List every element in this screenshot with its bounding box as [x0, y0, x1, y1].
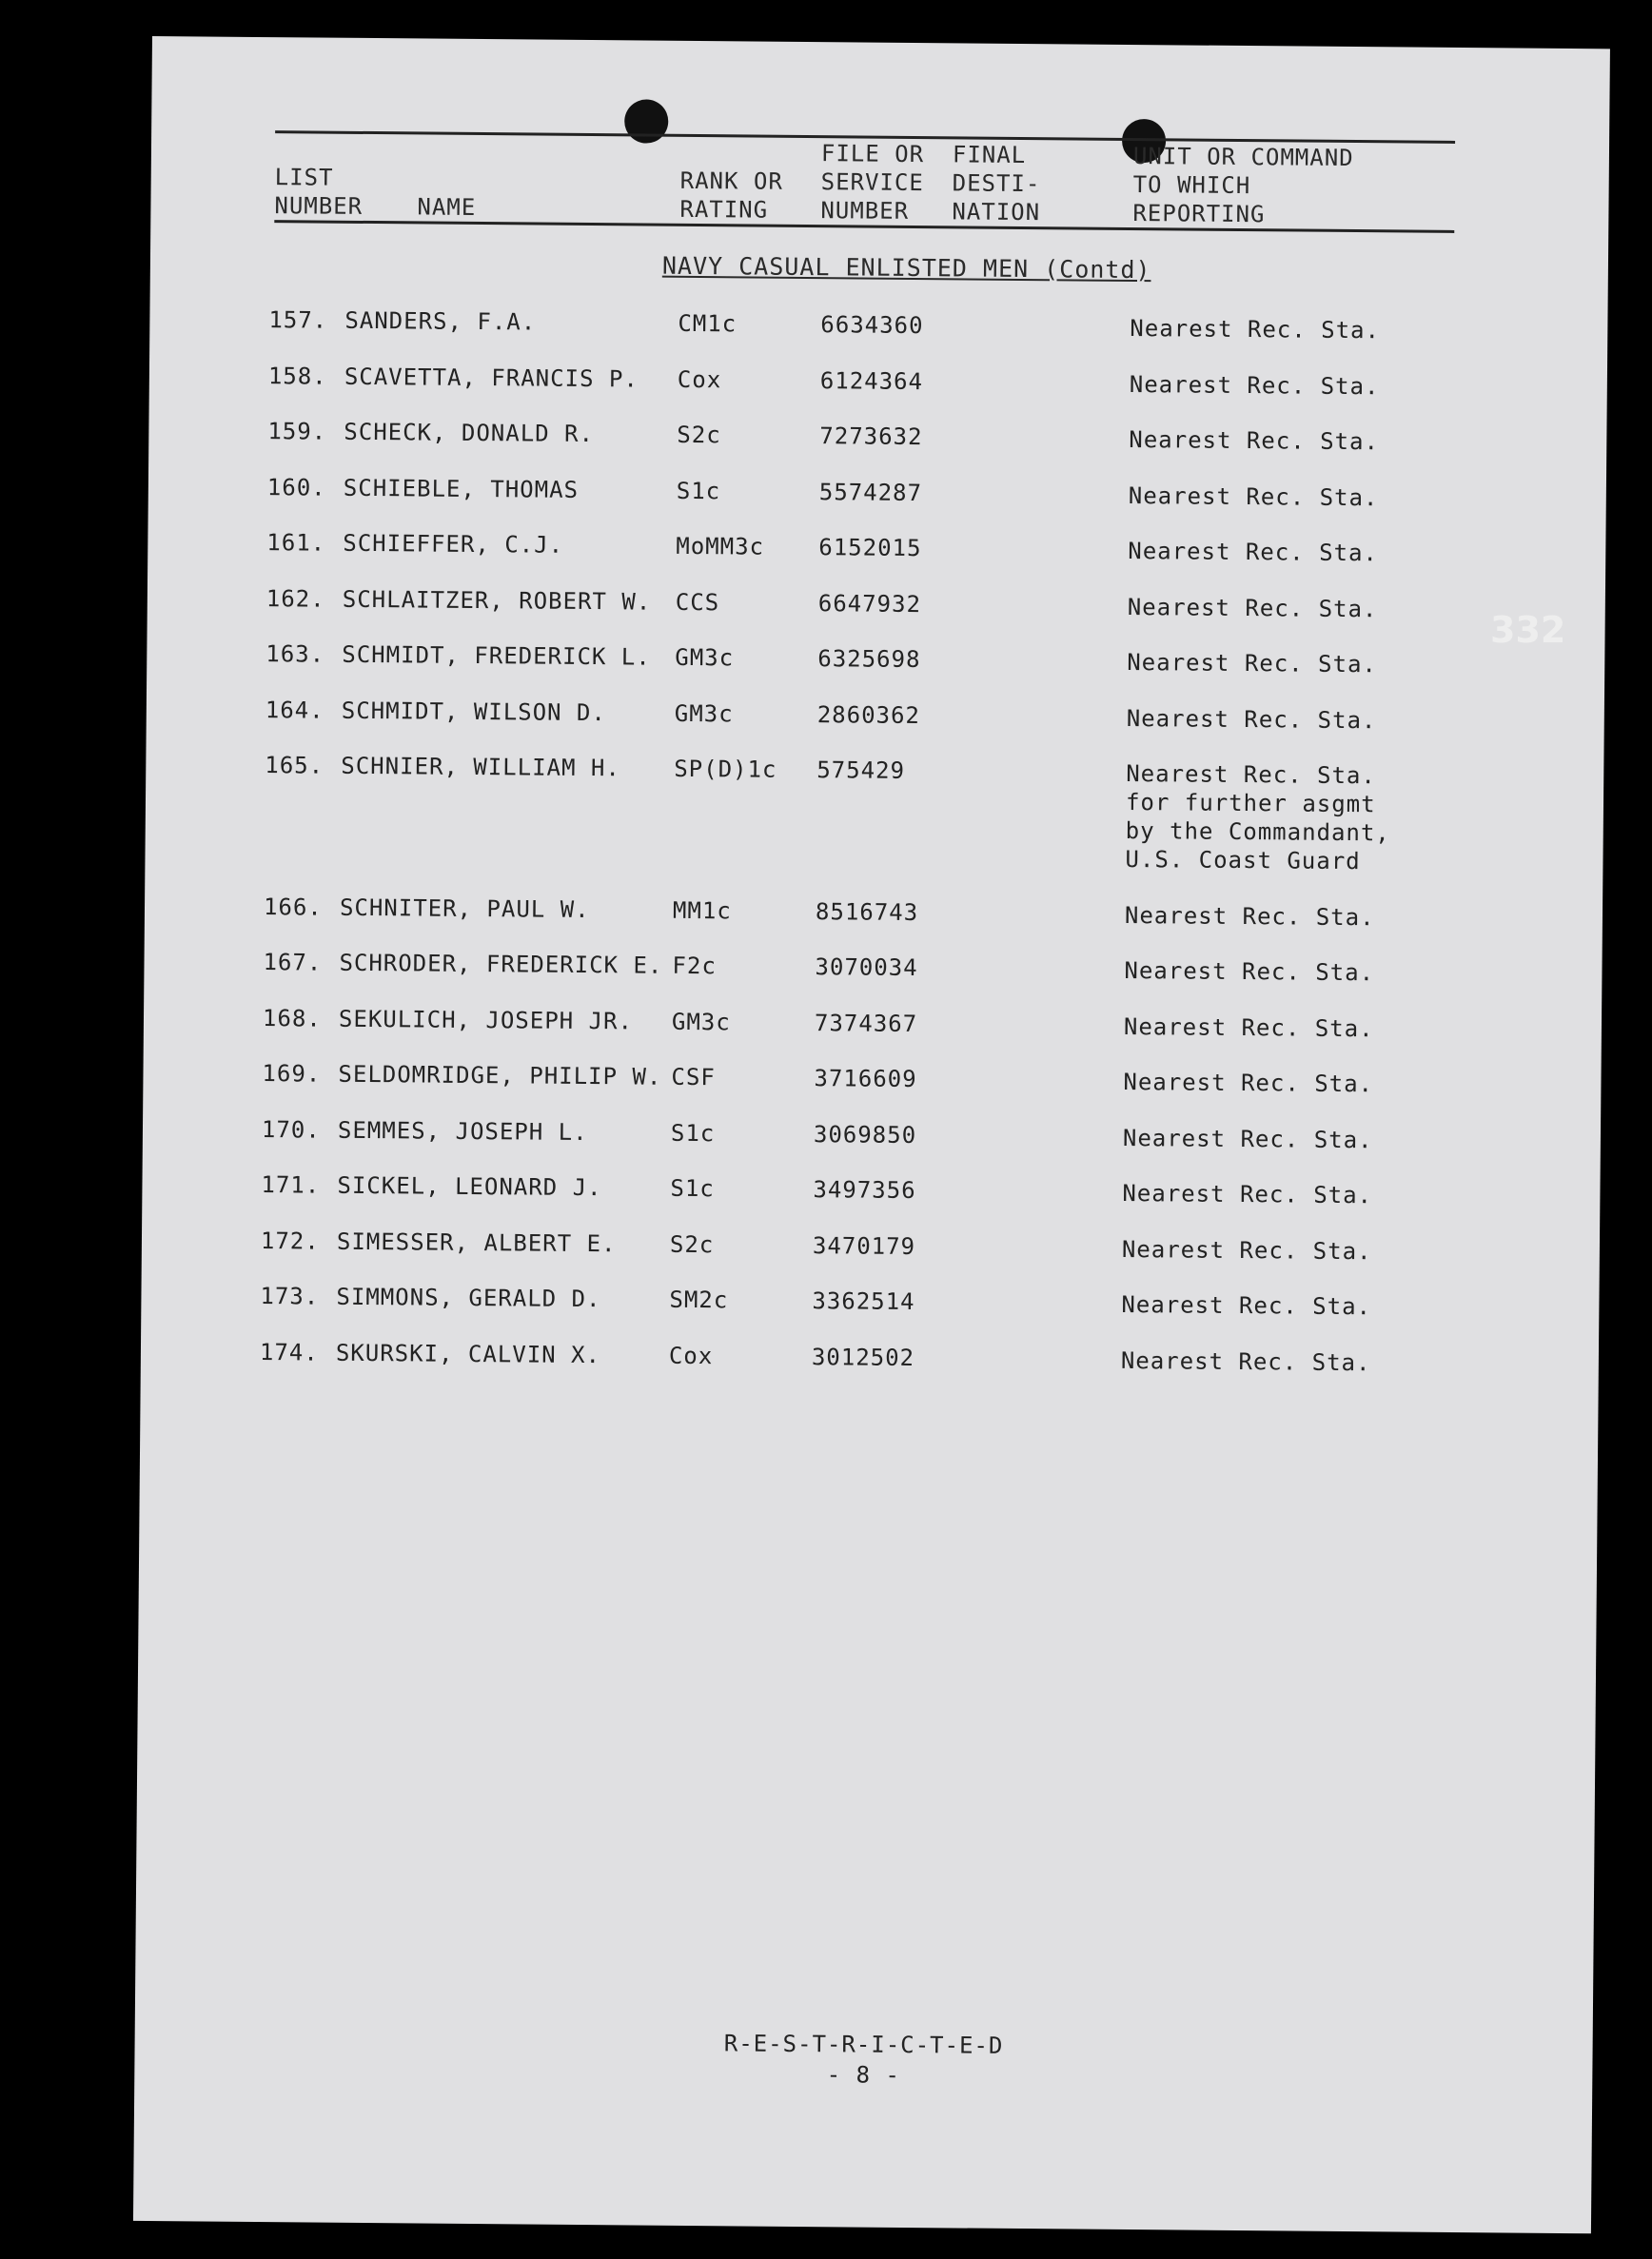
table-row — [147, 639, 1604, 678]
list-number-cell: 162. — [266, 584, 325, 613]
section-title: NAVY CASUAL ENLISTED MEN (Contd) — [661, 251, 1151, 285]
service-number-cell: 7374367 — [814, 1009, 918, 1037]
destination-cell: Nearest Rec. Sta. — [1120, 1346, 1371, 1376]
table-row — [149, 417, 1607, 456]
rating-cell: Cox — [668, 1342, 714, 1369]
service-number-cell: 6634360 — [820, 311, 924, 340]
rating-cell: CSF — [671, 1063, 716, 1091]
destination-cell: Nearest Rec. Sta. — [1121, 1290, 1372, 1321]
name-cell: SEMMES, JOSEPH L. — [337, 1116, 588, 1146]
name-cell: SCHECK, DONALD R. — [344, 418, 595, 448]
table-row — [147, 695, 1604, 734]
rating-cell: GM3c — [671, 1008, 731, 1035]
header-rank-rating: RANK OR RATING — [679, 167, 783, 224]
service-number-cell: 6152015 — [818, 534, 922, 562]
list-number-cell: 168. — [262, 1004, 322, 1032]
name-cell: SCAVETTA, FRANCIS P. — [344, 363, 639, 392]
table-row — [142, 1282, 1600, 1321]
service-number-cell: 3497356 — [813, 1176, 916, 1205]
destination-cell: Nearest Rec. Sta. — [1121, 1235, 1372, 1265]
destination-cell: Nearest Rec. Sta. — [1123, 1068, 1374, 1098]
name-cell: SCHMIDT, WILSON D. — [341, 697, 607, 726]
rating-cell: F2c — [672, 952, 717, 980]
destination-cell: Nearest Rec. Sta. — [1124, 956, 1375, 987]
name-cell: SICKEL, LEONARD J. — [337, 1171, 602, 1202]
list-number-cell: 171. — [261, 1171, 321, 1199]
list-number-cell: 158. — [267, 362, 327, 390]
name-cell: SCHNIER, WILLIAM H. — [341, 752, 620, 782]
list-number-cell: 164. — [265, 696, 324, 724]
rating-cell: MoMM3c — [676, 532, 765, 560]
rating-cell: GM3c — [675, 643, 735, 672]
header-name: NAME — [417, 193, 477, 221]
list-number-cell: 165. — [265, 752, 324, 779]
table-row — [145, 948, 1603, 987]
rating-cell: S1c — [670, 1119, 716, 1147]
destination-cell: Nearest Rec. Sta. — [1127, 593, 1378, 622]
header-service-number: FILE OR SERVICE NUMBER — [820, 140, 925, 225]
document-page — [133, 36, 1610, 2233]
name-cell: SCHLAITZER, ROBERT W. — [342, 585, 652, 616]
name-cell: SCHNITER, PAUL W. — [339, 894, 590, 923]
name-cell: SCHIEBLE, THOMAS — [343, 474, 580, 503]
destination-cell: Nearest Rec. Sta. — [1130, 314, 1381, 344]
list-number-cell: 161. — [266, 529, 326, 557]
name-cell: SCHIEFFER, C.J. — [343, 529, 564, 559]
table-row — [150, 305, 1608, 344]
rating-cell: S2c — [669, 1230, 715, 1258]
service-number-cell: 3362514 — [812, 1287, 915, 1316]
name-cell: SCHRODER, FREDERICK E. — [339, 949, 663, 979]
rating-cell: SP(D)1c — [674, 755, 777, 783]
rating-cell: S1c — [676, 477, 721, 504]
list-number-cell: 166. — [263, 893, 323, 921]
list-number-cell: 170. — [261, 1115, 321, 1144]
service-number-cell: 3716609 — [814, 1065, 917, 1093]
service-number-cell: 3069850 — [813, 1120, 917, 1149]
header-final-destination: FINAL DESTI- NATION — [952, 141, 1041, 226]
rating-cell: CM1c — [678, 309, 738, 338]
service-number-cell: 7273632 — [819, 422, 923, 451]
name-cell: SELDOMRIDGE, PHILIP W. — [338, 1060, 662, 1090]
destination-cell: Nearest Rec. Sta. — [1124, 901, 1375, 931]
destination-cell: Nearest Rec. Sta. — [1123, 1012, 1374, 1042]
table-row — [149, 361, 1607, 400]
table-row — [144, 1059, 1602, 1098]
name-cell: SANDERS, F.A. — [344, 306, 537, 336]
list-number-cell: 169. — [262, 1060, 322, 1088]
table-row — [144, 1003, 1602, 1042]
destination-cell: Nearest Rec. Sta. — [1122, 1124, 1373, 1153]
name-cell: SCHMIDT, FREDERICK L. — [342, 640, 651, 671]
punch-hole-left — [624, 99, 668, 143]
list-number-cell: 174. — [259, 1338, 319, 1366]
table-row — [148, 472, 1606, 511]
table-row — [148, 528, 1605, 567]
page-number: - 8 - — [826, 2061, 901, 2089]
table-row — [141, 1337, 1599, 1376]
restricted-marking: R-E-S-T-R-I-C-T-E-D — [723, 2030, 1004, 2059]
rating-cell: GM3c — [674, 699, 734, 727]
table-row — [143, 1170, 1601, 1209]
header-list-number: LIST NUMBER — [274, 164, 364, 220]
list-number-cell: 163. — [266, 640, 325, 668]
table-row — [143, 1114, 1601, 1153]
list-number-cell: 159. — [267, 418, 327, 445]
destination-cell: Nearest Rec. Sta. — [1128, 537, 1379, 567]
service-number-cell: 3070034 — [815, 953, 918, 982]
service-number-cell: 8516743 — [815, 897, 919, 926]
list-number-cell: 167. — [263, 949, 323, 976]
service-number-cell: 6325698 — [817, 645, 921, 674]
destination-cell: Nearest Rec. Sta. — [1129, 425, 1380, 456]
list-number-cell: 172. — [260, 1227, 320, 1255]
destination-cell: Nearest Rec. Sta. for further asgmt by the Commandant, U.S. Coast Guard — [1125, 759, 1390, 875]
page-stamp-number: 332 — [1490, 609, 1566, 651]
rating-cell: S1c — [670, 1174, 715, 1203]
rating-cell: SM2c — [669, 1286, 729, 1314]
rating-cell: MM1c — [672, 896, 732, 924]
table-row — [146, 751, 1603, 875]
service-number-cell: 3012502 — [811, 1343, 915, 1371]
destination-cell: Nearest Rec. Sta. — [1127, 648, 1378, 678]
rating-cell: Cox — [677, 365, 722, 393]
name-cell: SIMESSER, ALBERT E. — [336, 1228, 617, 1257]
destination-cell: Nearest Rec. Sta. — [1122, 1179, 1373, 1209]
name-cell: SEKULICH, JOSEPH JR. — [338, 1005, 634, 1034]
destination-cell: Nearest Rec. Sta. — [1128, 481, 1379, 511]
destination-cell: Nearest Rec. Sta. — [1129, 370, 1380, 400]
service-number-cell: 575429 — [816, 756, 906, 784]
table-row — [145, 892, 1603, 931]
name-cell: SKURSKI, CALVIN X. — [335, 1339, 601, 1368]
service-number-cell: 6647932 — [817, 589, 922, 618]
list-number-cell: 160. — [266, 473, 326, 501]
table-row — [148, 583, 1605, 622]
rating-cell: S2c — [677, 421, 721, 449]
service-number-cell: 3470179 — [812, 1231, 916, 1260]
rating-cell: CCS — [675, 588, 720, 616]
table-row — [142, 1226, 1600, 1265]
header-unit-command: UNIT OR COMMAND TO WHICH REPORTING — [1132, 143, 1354, 228]
service-number-cell: 5574287 — [818, 478, 923, 506]
list-number-cell: 157. — [268, 306, 328, 334]
destination-cell: Nearest Rec. Sta. — [1126, 704, 1377, 734]
name-cell: SIMMONS, GERALD D. — [336, 1283, 601, 1313]
service-number-cell: 2860362 — [816, 700, 921, 729]
list-number-cell: 173. — [260, 1283, 320, 1310]
service-number-cell: 6124364 — [819, 366, 924, 395]
